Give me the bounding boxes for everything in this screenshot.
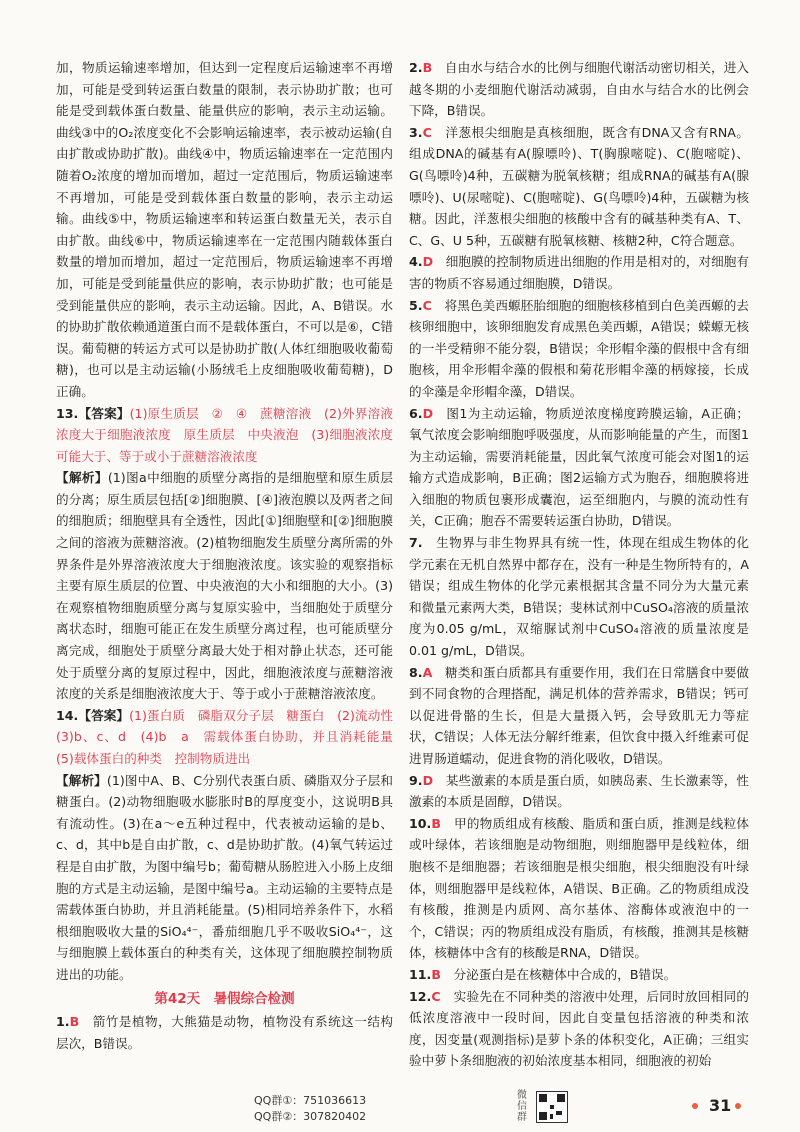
- answer-letter: B: [69, 1014, 80, 1030]
- question-number: 4.: [409, 254, 423, 270]
- question-5: [409, 295, 749, 403]
- answer-letter: B: [431, 966, 441, 982]
- question-text: 实验先在不同种类的溶液中处理，后同时放回相同的低浓度溶液中一段时间，因此自变量包括溶液的种类和浓度，因变量(观测指标)是萝卜条的体积变化，A正确；三组实验中萝卜条细胞液的初始浓度基本相同，细胞液的初始: [409, 988, 749, 1069]
- answer-letter: C: [422, 297, 432, 313]
- left-column: [56, 57, 406, 1054]
- question-text: 细胞膜的控制物质进出细胞的作用是相对的，对细胞有害的物质不容易通过细胞膜，D错误。: [409, 254, 749, 291]
- qq-group-1: QQ群①：751036613: [254, 1094, 367, 1107]
- question-number: 8.: [409, 664, 423, 680]
- explanation-tag: 【解析】: [56, 772, 107, 788]
- continued-paragraph: 加，物质运输速率增加，但达到一定程度后运输速率不再增加，可能是受到转运蛋白数量的限制，表示协助扩散；也可能是受到载体蛋白数量、能量供应的影响，表示主动运输。曲线③中的O₂浓度变化不会影响运输速率，表示被动运输(自由扩散或协助扩散)。曲线④中，物质运输速率在一定范围内随着O₂浓度的增加而增加，超过一定范围后，物质运输速率不再增加，可能是受到载体蛋白数量的影响，表示主动运输。曲线⑤中，物质运输速率和转运蛋白数量无关，表示自由扩散。曲线⑥中，物质运输速率在一定范围内随载体蛋白数量的增加而增加，超过一定范围后，物质运输速率不再增加，可能是受到能量供应的影响，表示协助扩散；也可能是受到能量供应的影响，表示主动运输。因此，A、B错误。水的协助扩散依赖通道蛋白而不是载体蛋白，不可以是⑥，C错误。葡萄糖的转运方式可以是协助扩散(人体红细胞吸收葡萄糖)，也可以是主动运输(小肠绒毛上皮细胞吸收葡萄糖)，D正确。: [56, 60, 393, 399]
- question-number: 3.: [409, 124, 423, 140]
- question-number: 5.: [409, 297, 423, 313]
- question-text: 洋葱根尖细胞是真核细胞，既含有DNA又含有RNA。组成DNA的碱基有A(腺嘌呤)、T(胸腺嘧啶)、C(胞嘧啶)、G(鸟嘌呤)4种，五碳糖为脱氧核糖；组成RNA的碱基有A(腺嘌呤)、U(尿嘧啶)、C(胞嘧啶)、G(鸟嘌呤)4种，五碳糖为核糖。因此，洋葱根尖细胞的核酸中含有的碱基种类有A、T、C、G、U 5种，五碳糖有脱氧核糖、核糖2种，C符合题意。: [409, 124, 749, 248]
- question-number: 6.: [409, 405, 423, 421]
- answer-tag: 【答案】: [78, 405, 130, 421]
- answer-letter: B: [431, 815, 441, 831]
- explanation-text: (1)图中A、B、C分别代表蛋白质、磷脂双分子层和糖蛋白。(2)动物细胞吸水膨胀时B的厚度变小，这说明B具有流动性。(3)在a～e五种过程中，代表被动运输的是b、c、d，其中b是自由扩散，c、d是协助扩散。(4)氧气转运过程是自由扩散，为图中编号b；葡萄糖从肠腔进入小肠上皮细胞的方式是主动运输，是图中编号a。主动运输的主要特点是需载体蛋白协助，并且消耗能量。(5)相同培养条件下，水稻根细胞吸收大量的SiO₄⁴⁻，番茄细胞几乎不吸收SiO₄⁴⁻，这与细胞膜上载体蛋白的种类有关，这体现了细胞膜控制物质进出的功能。: [56, 772, 393, 982]
- answer-13: [56, 403, 393, 468]
- answer-letter: C: [431, 988, 441, 1004]
- question-6: [409, 403, 749, 533]
- answer-letter: C: [422, 124, 432, 140]
- explanation-tag: 【解析】: [56, 470, 108, 486]
- question-10: [409, 813, 749, 964]
- answer-14: [56, 705, 406, 770]
- question-8: [409, 662, 749, 770]
- decor-dot: [692, 1103, 698, 1109]
- question-text: 分泌蛋白是在核糖体中合成的，B错误。: [440, 966, 677, 982]
- question-number: 1.: [56, 1014, 70, 1030]
- question-number: 7.: [409, 535, 423, 551]
- question-number: 14.: [56, 707, 79, 723]
- decor-dot: [735, 1103, 741, 1109]
- explanation-text: (1)图a中细胞的质壁分离指的是细胞壁和原生质层的分离；原生质层包括[②]细胞膜、[④]液泡膜以及两者之间的细胞质；细胞壁具有全透性，因此[①]细胞壁和[②]细胞膜之间的溶液为蔗糖溶液。(2)植物细胞发生质壁分离所需的外界条件是外界溶液浓度大于细胞液浓度。该实验的观察指标主要有原生质层的位置、中央液泡的大小和细胞的大小。(3)在观察植物细胞质壁分离与复原实验中，当细胞处于质壁分离状态时，细胞可能正在发生质壁分离过程，也可能质壁分离完成，细胞处于质壁分离最大处于相对静止状态，还可能处于质壁分离的复原过程中，因此，细胞液浓度与蔗糖溶液浓度的关系是细胞液浓度大于、等于或小于蔗糖溶液浓度。: [56, 470, 394, 702]
- answer-text: (1)蛋白质 磷脂双分子层 糖蛋白 (2)流动性 (3)b、c、d (4)b a 需载体蛋白协助，并且消耗能量 (5)载体蛋白的种类 控制物质进出: [56, 707, 406, 766]
- question-text: 自由水与结合水的比例与细胞代谢活动密切相关，进入越冬期的小麦细胞代谢活动减弱，自由水与结合水的比例会下降，B错误。: [409, 60, 749, 119]
- answer-letter: D: [422, 772, 434, 788]
- question-3: [409, 122, 749, 252]
- question-14: [56, 705, 406, 986]
- question-13: [56, 403, 393, 705]
- question-number: 11.: [409, 966, 432, 982]
- question-number: 13.: [56, 405, 79, 421]
- explanation-14: [56, 770, 393, 986]
- question-text: 甲的物质组成有核酸、脂质和蛋白质，推测是线粒体或叶绿体，若该细胞是动物细胞，则细胞器甲是线粒体，细胞核不是细胞器；若该细胞是根尖细胞，根尖细胞没有叶绿体，则细胞器甲是线粒体，A错误、B正确。乙的物质组成没有核酸，推测是内质网、高尔基体、溶酶体或液泡中的一个，C错误；丙的物质组成没有脂质，有核酸，推测其是核糖体，核糖体中含有的核酸是RNA，D错误。: [409, 815, 749, 961]
- question-text: 生物界与非生物界具有统一性，体现在组成生物体的化学元素在无机自然界中都存在，没有一种是生物所特有的，A错误；组成生物体的化学元素根据其含量不同分为大量元素和微量元素两大类，B错误；斐林试剂中CuSO₄溶液的质量浓度为0.05 g/mL，双缩脲试剂中CuSO₄溶液的质量浓度是0.01 g/mL，D错误。: [409, 535, 749, 659]
- qq-group-2: QQ群②：307820402: [254, 1110, 367, 1123]
- qr-code[interactable]: [536, 1091, 568, 1123]
- answer-letter: B: [422, 60, 433, 75]
- question-text: 箭竹是植物，大熊猫是动物，植物没有系统这一结构层次，B错误。: [56, 1014, 393, 1051]
- question-number: 12.: [409, 988, 432, 1004]
- question-text: 图1为主动运输，物质逆浓度梯度跨膜运输，A正确；氧气浓度会影响细胞呼吸强度，从而影响能量的产生，而图1为主动运输，需要消耗能量，因此氧气浓度可能会对图1的运输方式造成影响，B正确；图2运输方式为胞吞，细胞膜将进入细胞的物质包裹形成囊泡，运至细胞内，与膜的流动性有关，C正确；胞吞不需要转运蛋白协助，D错误。: [409, 405, 749, 529]
- question-number: 2.: [409, 60, 423, 75]
- question-number: 9.: [409, 772, 423, 788]
- question-text: 糖类和蛋白质都具有重要作用，我们在日常膳食中要做到不同食物的合理搭配，满足机体的营养需求，B错误；钙可以促进骨骼的生长，但是大量摄入钙，会导致肌无力等症状，C错误；人体无法分解纤维素，但饮食中摄入纤维素可促进胃肠道蠕动，促进食物的消化吸收，D错误。: [409, 664, 749, 766]
- answer-letter: A: [422, 664, 433, 680]
- answer-letter: D: [422, 254, 434, 270]
- question-number: 10.: [409, 815, 432, 831]
- answer-text: (1)原生质层 ② ④ 蔗糖溶液 (2)外界溶液浓度大于细胞液浓度 原生质层 中央液泡 (3)细胞液浓度可能大于、等于或小于蔗糖溶液浓度: [56, 405, 393, 464]
- qq-groups: [254, 1093, 366, 1125]
- question-7: [409, 532, 749, 662]
- right-column: [409, 57, 749, 1072]
- explanation-13: [56, 467, 393, 705]
- question-1: [56, 1011, 393, 1054]
- answer-letter: D: [422, 405, 434, 421]
- question-9: [409, 770, 749, 813]
- question-11: [409, 964, 749, 986]
- question-12: [409, 986, 749, 1072]
- section-title: 第42天 暑假综合检测: [154, 990, 295, 1007]
- wechat-group-label: 微信群: [517, 1090, 527, 1123]
- question-text: 将黑色美西螈胚胎细胞的细胞核移植到白色美西螈的去核卵细胞中，该卵细胞发育成黑色美西螈，A错误；蝾螈无核的一半受精卵不能分裂，B错误；伞形帽伞藻的假根中含有细胞核，用伞形帽伞藻的假根和菊花形帽伞藻的柄嫁接，长成的伞藻是伞形帽伞藻，D错误。: [409, 297, 749, 399]
- question-4: [409, 251, 749, 294]
- page-number: 31: [709, 1096, 732, 1115]
- answer-tag: 【答案】: [78, 707, 130, 723]
- question-text: 某些激素的本质是蛋白质，如胰岛素、生长激素等，性激素的本质是固醇，D错误。: [409, 772, 749, 810]
- question-2: [409, 57, 749, 122]
